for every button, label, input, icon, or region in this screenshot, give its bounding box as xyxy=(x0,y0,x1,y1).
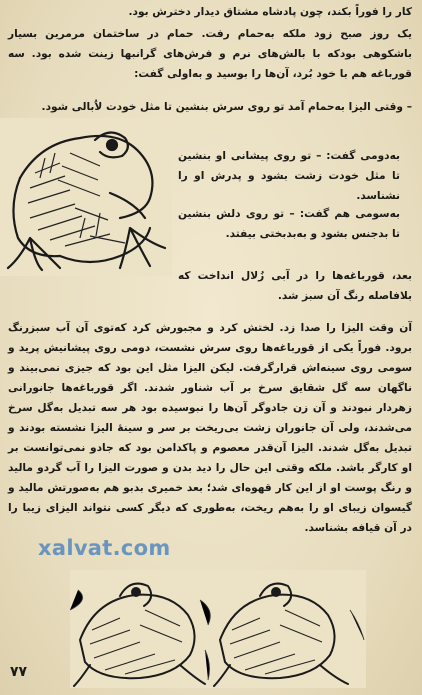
paragraph-4: به‌دومی گفت: – تو روی پیشانی او بنشین تا مثل خودت زشت بشود و پدرش او را نشناسد. xyxy=(178,150,400,202)
paragraph-3: – وقتی الیزا به‌حمام آمد تو روی سرش بنشین تا مثل خودت لاُبالی شود. xyxy=(41,101,412,113)
two-frogs-woodcut-icon xyxy=(70,570,366,688)
frog-illustration-bottom xyxy=(70,570,366,688)
paragraph-6: بعد، قورباغه‌ها را در آبی زُلال انداخت که بلافاصله رنگ آن سبز شد. xyxy=(178,270,412,302)
paragraph-1: کار را فوراً بکند، چون پادشاه مشتاق دیدار دخترش بود. xyxy=(128,6,412,18)
frog-illustration-top xyxy=(0,118,172,276)
site-watermark: xalvat.com xyxy=(38,536,171,560)
paragraph-2: یک روز صبح زود ملکه به‌حمام رفت. حمام در ساختمان مرمرین بسیار باشکوهی بودکه با بالش‌های نرم و فرش‌های گرانبها زینت شده بود. سه قورباغه هم با خود بُرد، آن‌ها را بوسید و به‌اولی گفت: xyxy=(8,28,412,80)
frog-woodcut-icon xyxy=(0,118,172,276)
page-number: ۷۷ xyxy=(10,664,28,680)
paragraph-7: آن وقت الیزا را صدا زد. لختش کرد و مجبورش کرد که‌توی آن آب سبزرنگ برود. فوراً یکی از قورباغه‌ها روی سرش نشست، دومی روی پیشانیش پرید و سومی روی سینه‌اش قرارگرفت. لیکن الیزا مثل این بود که جیزی نمی‌بیند و ناگهان سه گل شقایق سرخ بر آب شناور شدند. اگر قورباغه‌ها جانورانی زهردار نبودند و آن زن جادوگر آن‌ها را نبوسیده بود هر سه تبدیل به‌گل سرخ می‌شدند، ولی آن جانوران زشت بی‌ریخت بر سر و سینهٔ الیزا نشسته بودند و تبدیل به‌گل شدند. الیزا آن‌قدر معصوم و پاکدامن بود که جادو نمی‌توانست بر او کارگر باشد. ملکه وقتی این حال را دید بدن و صورت الیزا را آب گردو مالید و رنگ پوست او از این کار قهوه‌ای شد؛ بعد خمیری بدبو هم به‌صورتش مالید و گیسوان زیبای او را به‌هم ریخت، به‌طوری که دیگر کسی نتواند الیزای زیبا را در آن قیافه بشناسد. xyxy=(8,322,412,534)
paragraph-5: به‌سومی هم گفت: – تو روی دلش بنشین تا بدجنس بشود و به‌بدبختی بیفتد. xyxy=(178,208,400,240)
